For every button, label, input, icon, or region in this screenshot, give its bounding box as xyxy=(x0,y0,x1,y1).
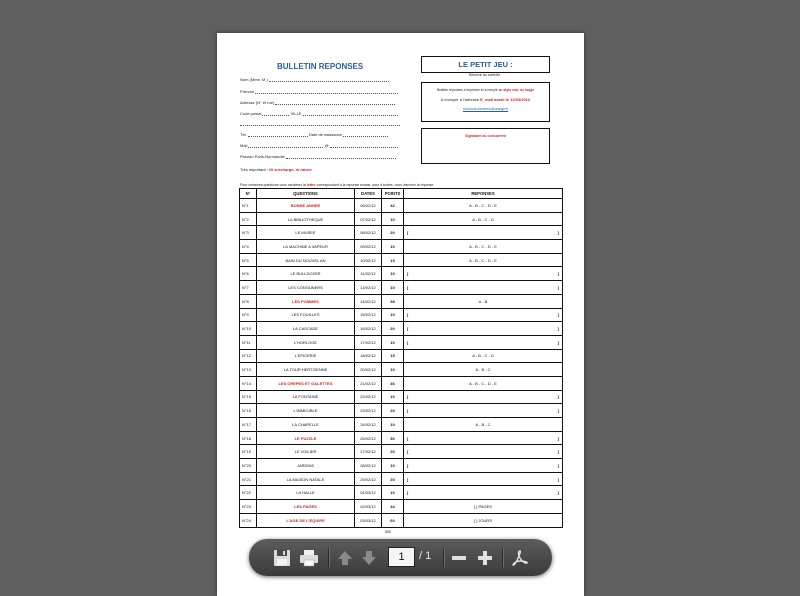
cell-question: LES CONTAINERS xyxy=(257,281,355,295)
cell-number: N°2 xyxy=(240,212,257,226)
cell-number: N°17 xyxy=(240,418,257,432)
cell-question: LA MAISON NATALE xyxy=(257,472,355,486)
cell-question: LE PUZZLE xyxy=(257,431,355,445)
cell-question: LE MUSEE xyxy=(257,226,355,240)
info-line-1-red: stylo noir ou rouge xyxy=(503,88,535,92)
toolbar-separator xyxy=(502,548,504,567)
cell-date: 25/02/12 xyxy=(355,431,382,445)
cell-question: L'IMMEUBLE xyxy=(257,404,355,418)
table-row xyxy=(240,363,563,377)
save-icon xyxy=(273,549,291,567)
field-code-postal xyxy=(240,111,398,116)
table-row xyxy=(240,349,563,363)
toolbar-separator xyxy=(328,548,330,567)
cell-question: LE VOILIER xyxy=(257,445,355,459)
table-row xyxy=(240,500,563,514)
cell-reponse[interactable]: [ ] xyxy=(404,459,563,473)
cell-number: N°16 xyxy=(240,404,257,418)
important-note xyxy=(240,167,312,172)
field-nom-label: Nom (Mme, M.) xyxy=(240,77,268,82)
form-title: BULLETIN REPONSES xyxy=(277,62,364,71)
cell-points: 10 xyxy=(382,335,404,349)
table-row xyxy=(240,376,563,390)
cell-points: 10 xyxy=(382,240,404,254)
cell-date: 14/02/12 xyxy=(355,294,382,308)
cell-points: 38 xyxy=(382,294,404,308)
cell-date: 23/02/12 xyxy=(355,404,382,418)
cell-points: 20 xyxy=(382,445,404,459)
header-number: N° xyxy=(240,189,257,199)
table-row xyxy=(240,226,563,240)
cell-points: 15 xyxy=(382,253,404,267)
cell-date: 15/02/12 xyxy=(355,308,382,322)
info-line-1-text: Bulletin réponses à imprimer et à remplir au xyxy=(436,88,503,92)
points-total: 500 xyxy=(385,530,391,534)
cell-question: BAIN DU NOUVEL AN xyxy=(257,253,355,267)
info-line-1 xyxy=(422,88,549,92)
cell-points: 15 xyxy=(382,349,404,363)
cell-question: LES PAGES xyxy=(257,500,355,514)
cell-question: LA CASCADE xyxy=(257,322,355,336)
table-row xyxy=(240,486,563,500)
cell-points: 10 xyxy=(382,390,404,404)
signature-label: Signature du concurrent xyxy=(465,134,506,138)
field-pseudo-label: Pseudo Paris-Normandie xyxy=(240,154,285,159)
cell-reponse[interactable]: [ ] xyxy=(404,226,563,240)
cell-reponse[interactable]: A - B - C xyxy=(404,418,563,432)
cell-points: 20 xyxy=(382,472,404,486)
cell-number: N°18 xyxy=(240,431,257,445)
intro-before: Pour certaines questions vous cerclerez xyxy=(240,183,303,187)
zoom-out-button[interactable] xyxy=(449,545,469,570)
field-at-label: @ xyxy=(324,143,329,148)
zoom-out-icon xyxy=(451,550,467,566)
cell-reponse[interactable]: A - B - C - D - E xyxy=(404,376,563,390)
cell-date: 24/02/12 xyxy=(355,418,382,432)
info-line-2 xyxy=(422,97,549,102)
cell-date: 02/03/12 xyxy=(355,500,382,514)
field-tel xyxy=(240,132,388,137)
save-button[interactable] xyxy=(270,545,294,570)
cell-points: 10 xyxy=(382,281,404,295)
arrow-up-icon xyxy=(337,550,353,566)
cell-points: 30 xyxy=(382,431,404,445)
cell-points: 44 xyxy=(382,500,404,514)
cell-reponse[interactable]: A - B - C - D xyxy=(404,212,563,226)
cell-reponse[interactable]: A - B - C - D - E xyxy=(404,253,563,267)
cell-date: 13/02/12 xyxy=(355,281,382,295)
cell-points: 20 xyxy=(382,322,404,336)
cell-number: N°22 xyxy=(240,486,257,500)
table-row xyxy=(240,240,563,254)
toolbar-separator xyxy=(443,548,445,567)
field-adresse xyxy=(240,100,395,105)
cell-points: 60 xyxy=(382,513,404,527)
cell-date: 03/03/12 xyxy=(355,513,382,527)
cell-reponse[interactable]: A - B - C - D - E xyxy=(404,240,563,254)
cell-date: 28/02/12 xyxy=(355,459,382,473)
pdf-page xyxy=(217,33,584,596)
cell-number: N°23 xyxy=(240,500,257,514)
cell-number: N°10 xyxy=(240,322,257,336)
cell-question: L'EPICERIE xyxy=(257,349,355,363)
cell-points: 46 xyxy=(382,376,404,390)
field-nom xyxy=(240,77,389,82)
field-code-postal-label: Code postal xyxy=(240,111,262,116)
cell-question: LA FONTAINE xyxy=(257,390,355,404)
cell-number: N°3 xyxy=(240,226,257,240)
cell-points: 10 xyxy=(382,418,404,432)
cell-date: 17/02/12 xyxy=(355,335,382,349)
field-date-label: Date de naissance xyxy=(308,132,343,137)
signature-box xyxy=(421,128,550,164)
cell-number: N°24 xyxy=(240,513,257,527)
cell-reponse[interactable]: [ ] xyxy=(404,472,563,486)
cell-number: N°13 xyxy=(240,363,257,377)
cell-reponse[interactable]: [ ] xyxy=(404,322,563,336)
cell-points: 42 xyxy=(382,199,404,213)
table-header-row xyxy=(240,189,563,199)
cell-date: 10/02/12 xyxy=(355,253,382,267)
cell-date: 29/02/12 xyxy=(355,472,382,486)
cell-reponse[interactable]: [ ] xyxy=(404,486,563,500)
important-text: Ni surcharge, ni rature xyxy=(268,167,312,172)
field-prenom-label: Prénom xyxy=(240,89,255,94)
cell-points: 10 xyxy=(382,308,404,322)
table-row xyxy=(240,253,563,267)
cell-question: LA MACHINE A VAPEUR xyxy=(257,240,355,254)
cell-question: LA TOUR HERTZIENNE xyxy=(257,363,355,377)
page-number-input[interactable]: 1 xyxy=(388,547,415,567)
info-line-2-text: A envoyer à l'adresse xyxy=(440,97,479,102)
cell-question: JARDINS xyxy=(257,459,355,473)
cell-number: N°21 xyxy=(240,472,257,486)
print-button[interactable] xyxy=(297,545,321,570)
cell-number: N°14 xyxy=(240,376,257,390)
cell-date: 16/02/12 xyxy=(355,322,382,336)
zoom-in-button[interactable] xyxy=(475,545,495,570)
cell-number: N°4 xyxy=(240,240,257,254)
table-row xyxy=(240,513,563,527)
cell-number: N°1 xyxy=(240,199,257,213)
field-mail xyxy=(240,143,398,148)
zoom-in-icon xyxy=(477,550,493,566)
cell-reponse[interactable]: [ ] PAGES xyxy=(404,500,563,514)
cell-date: 22/02/12 xyxy=(355,390,382,404)
field-blank-line xyxy=(240,121,400,126)
cell-reponse[interactable]: [ ] xyxy=(404,335,563,349)
cell-reponse[interactable]: A - B - C xyxy=(404,363,563,377)
cell-reponse[interactable]: A - B - C - D xyxy=(404,349,563,363)
table-row xyxy=(240,308,563,322)
intro-text xyxy=(240,183,434,187)
field-pseudo xyxy=(240,154,396,159)
cell-number: N°7 xyxy=(240,281,257,295)
cell-points: 10 xyxy=(382,212,404,226)
header-questions: QUESTIONS xyxy=(257,189,355,199)
important-label: Très important : xyxy=(240,167,268,172)
table-row xyxy=(240,459,563,473)
cell-points: 10 xyxy=(382,267,404,281)
info-box xyxy=(421,82,550,122)
table-row xyxy=(240,445,563,459)
cell-date: 18/02/12 xyxy=(355,349,382,363)
cell-question: LES POMMES xyxy=(257,294,355,308)
table-row xyxy=(240,404,563,418)
field-prenom xyxy=(240,89,398,94)
cell-date: 06/02/12 xyxy=(355,199,382,213)
open-in-acrobat-button[interactable] xyxy=(509,545,531,570)
cell-question: LA BIBLIOTHEQUE xyxy=(257,212,355,226)
cell-reponse[interactable]: A - B - C - D - E xyxy=(404,199,563,213)
cell-number: N°8 xyxy=(240,294,257,308)
cell-number: N°19 xyxy=(240,445,257,459)
cell-date: 01/03/12 xyxy=(355,486,382,500)
cell-reponse[interactable]: [ ] xyxy=(404,267,563,281)
header-reponses: REPONSES xyxy=(404,189,563,199)
field-mail-label: Mail xyxy=(240,143,248,148)
cell-number: N°5 xyxy=(240,253,257,267)
cell-date: 08/02/12 xyxy=(355,226,382,240)
next-page-button[interactable] xyxy=(359,545,379,570)
cell-date: 07/02/12 xyxy=(355,212,382,226)
table-row xyxy=(240,431,563,445)
pdf-toolbar xyxy=(249,539,552,576)
cell-reponse[interactable]: [ ] xyxy=(404,404,563,418)
page-count: / 1 xyxy=(419,550,432,562)
header-points: POINTS xyxy=(382,189,404,199)
table-row xyxy=(240,390,563,404)
acrobat-icon xyxy=(511,549,529,567)
cell-reponse[interactable]: [ ] xyxy=(404,308,563,322)
cell-date: 27/02/12 xyxy=(355,445,382,459)
cell-points: 20 xyxy=(382,226,404,240)
table-row xyxy=(240,418,563,432)
cell-question: L'AGE DE L'EQUIPE xyxy=(257,513,355,527)
cell-reponse[interactable]: [ ] xyxy=(404,431,563,445)
reserve-label: Réservé au contrôle xyxy=(468,73,501,77)
cell-reponse[interactable]: [ ] xyxy=(404,390,563,404)
table-row xyxy=(240,322,563,336)
intro-bold: la lettre xyxy=(303,183,316,187)
cell-date: 21/02/12 xyxy=(355,376,382,390)
cell-date: 20/02/12 xyxy=(355,363,382,377)
info-line-2-red: E_mail avant le 12/03/2012 xyxy=(480,97,531,102)
table-row xyxy=(240,472,563,486)
table-row xyxy=(240,212,563,226)
answers-table xyxy=(239,188,563,528)
cell-question: LA CHAPELLE xyxy=(257,418,355,432)
cell-question: LES CREPES ET GALETTES xyxy=(257,376,355,390)
cell-points: 10 xyxy=(382,459,404,473)
cell-reponse[interactable]: [ ] JOURS xyxy=(404,513,563,527)
header-dates: DATES xyxy=(355,189,382,199)
cell-reponse[interactable]: A - B xyxy=(404,294,563,308)
print-icon xyxy=(299,549,319,567)
cell-question: LA HALLE xyxy=(257,486,355,500)
cell-number: N°9 xyxy=(240,308,257,322)
cell-date: 09/02/12 xyxy=(355,240,382,254)
cell-date: 11/02/12 xyxy=(355,267,382,281)
table-row xyxy=(240,199,563,213)
cell-number: N°15 xyxy=(240,390,257,404)
cell-points: 10 xyxy=(382,363,404,377)
cell-question: BONNE ANNEE xyxy=(257,199,355,213)
cell-number: N°6 xyxy=(240,267,257,281)
cell-question: L'HORLOGE xyxy=(257,335,355,349)
jeu-title: LE PETIT JEU : xyxy=(421,56,550,73)
cell-question: LE BULLDOZER xyxy=(257,267,355,281)
arrow-down-icon xyxy=(361,550,377,566)
cell-reponse[interactable]: [ ] xyxy=(404,445,563,459)
contact-email[interactable]: concours.forumeur@orange.fr xyxy=(462,107,509,111)
table-row xyxy=(240,281,563,295)
intro-after: correspondant à la réponse exacte, pour d'autres, vous inscrirez la réponse. xyxy=(316,183,435,187)
table-row xyxy=(240,335,563,349)
cell-points: 20 xyxy=(382,404,404,418)
cell-reponse[interactable]: [ ] xyxy=(404,281,563,295)
field-tel-label: Tél. xyxy=(240,132,247,137)
field-ville-label: VILLE xyxy=(290,111,302,116)
cell-points: 10 xyxy=(382,486,404,500)
previous-page-button[interactable] xyxy=(335,545,355,570)
field-adresse-label: Adresse (N° et rue) xyxy=(240,100,275,105)
table-row xyxy=(240,294,563,308)
cell-number: N°11 xyxy=(240,335,257,349)
cell-question: LES FOUILLES xyxy=(257,308,355,322)
cell-number: N°12 xyxy=(240,349,257,363)
table-row xyxy=(240,267,563,281)
cell-number: N°20 xyxy=(240,459,257,473)
